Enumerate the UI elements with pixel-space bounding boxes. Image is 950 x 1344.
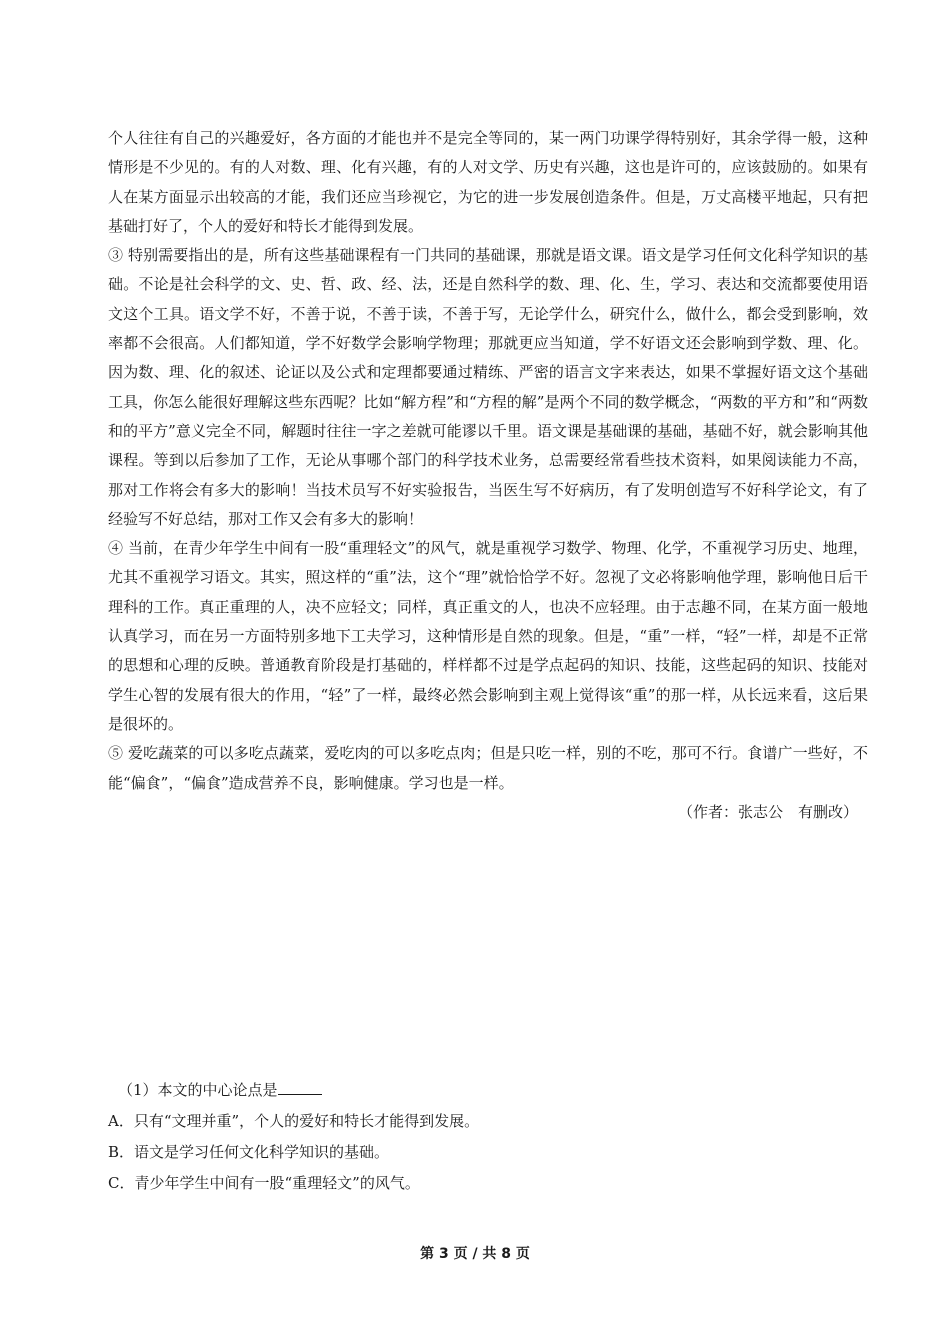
page-footer: 第 3 页 / 共 8 页 <box>420 1246 530 1262</box>
paragraph-2-continuation: 个人往往有自己的兴趣爱好，各方面的才能也并不是完全等同的，某一两门功课学得特别好，其余学得一般，这种情形是不少见的。有的人对数、理、化有兴趣，有的人对文学、历史有兴趣，这也是许可的，应该鼓励的。如果有人在某方面显示出较高的才能，我们还应当珍视它，为它的进一步发展创造条件。但是，万丈高楼平地起，只有把基础打好了，个人的爱好和特长才能得到发展。 <box>108 129 868 235</box>
paragraph-3: ③ 特别需要指出的是，所有这些基础课程有一门共同的基础课，那就是语文课。语文是学习任何文化科学知识的基础。不论是社会科学的文、史、哲、政、经、法，还是自然科学的数、理、化、生，学习、表达和交流都要使用语文这个工具。语文学不好，不善于说，不善于读，不善于写，无论学什么，研究什么，做什么，都会受到影响，效率都不会很高。人们都知道，学不好数学会影响学物理；那就更应当知道，学不好语文还会影响到学数、理、化。因为数、理、化的叙述、论证以及公式和定理都要通过精练、严密的语言文字来表达，如果不掌握好语文这个基础工具，你怎么能很好理解这些东西呢？比如“解方程”和“方程的解”是两个不同的数学概念，“两数的平方和”和“两数和的平方”意义完全不同，解题时往往一字之差就可能谬以千里。语文课是基础课的基础，基础不好，就会影响其他课程。等到以后参加了工作，无论从事哪个部门的科学技术业务，总需要经常看些技术资料，如果阅读能力不高，那对工作将会有多大的影响！当技术员写不好实验报告，当医生写不好病历，有了发明创造写不好科学论文，有了经验写不好总结，那对工作又会有多大的影响！ <box>108 246 868 528</box>
option-a: A．只有“文理并重”，个人的爱好和特长才能得到发展。 <box>108 1112 480 1130</box>
question-1 <box>108 1075 868 1199</box>
option-c: C．青少年学生中间有一股“重理轻文”的风气。 <box>108 1174 420 1192</box>
answer-blank <box>278 1080 322 1095</box>
question-stem <box>108 1075 868 1106</box>
question-stem-text: （1）本文的中心论点是 <box>118 1081 278 1099</box>
paragraph-4: ④ 当前，在青少年学生中间有一股“重理轻文”的风气，就是重视学习数学、物理、化学，不重视学习历史、地理，尤其不重视学习语文。其实，照这样的“重”法，这个“理”就恰恰学不好。忽视了文必将影响他学理，影响他日后干理科的工作。真正重理的人，决不应轻文；同样，真正重文的人，也决不应轻理。由于志趣不同，在某方面一般地认真学习，而在另一方面特别多地下工夫学习，这种情形是自然的现象。但是，“重”一样，“轻”一样，却是不正常的思想和心理的反映。普通教育阶段是打基础的，样样都不过是学点起码的知识、技能，这些起码的知识、技能对学生心智的发展有很大的作用，“轻”了一样，最终必然会影响到主观上觉得该“重”的那一样，从长远来看，这后果是很坏的。 <box>108 539 868 733</box>
author-credit: （作者：张志公 有删改） <box>677 802 858 821</box>
option-b: B．语文是学习任何文化科学知识的基础。 <box>108 1143 390 1161</box>
article-body <box>108 124 868 827</box>
paragraph-5: ⑤ 爱吃蔬菜的可以多吃点蔬菜，爱吃肉的可以多吃点肉；但是只吃一样，别的不吃，那可不行。食谱广一些好，不能“偏食”，“偏食”造成营养不良，影响健康。学习也是一样。 <box>108 744 868 792</box>
